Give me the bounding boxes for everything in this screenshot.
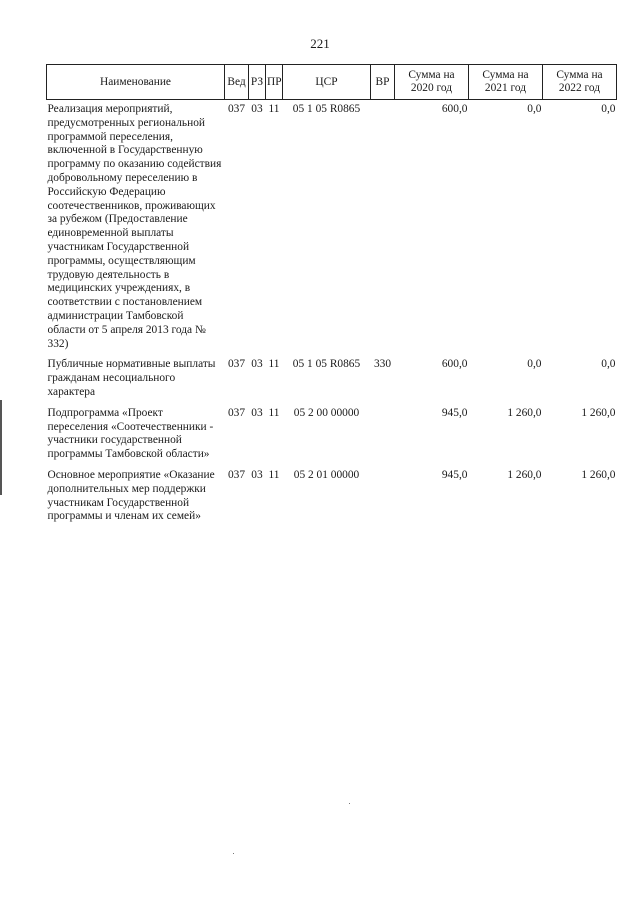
row-ved: 037 — [227, 406, 246, 419]
row-name: Подпрограмма «Проект переселения «Соотечественники - участники государственной программы Тамбовской области» — [47, 406, 214, 461]
row-pr: 11 — [268, 103, 280, 115]
row-sum-2021: 0,0 — [527, 103, 542, 115]
row-pr: 11 — [268, 406, 280, 419]
row-ved: 037 — [227, 103, 246, 115]
row-sum-2021: 0,0 — [527, 358, 542, 371]
scan-edge-mark — [0, 400, 2, 495]
row-csr: 05 1 05 R0865 — [292, 103, 361, 115]
scan-speck — [233, 853, 234, 854]
row-sum-2022: 1 260,0 — [581, 468, 616, 481]
row-pr: 11 — [268, 358, 280, 371]
header-sum-2021: Сумма на 2021 год — [469, 65, 543, 100]
row-sum-2020: 945,0 — [441, 406, 468, 419]
row-vr: 330 — [373, 358, 392, 371]
row-vr — [371, 466, 395, 528]
row-csr: 05 2 01 00000 — [293, 468, 360, 481]
header-sum-2020: Сумма на 2020 год — [395, 65, 469, 100]
row-sum-2022: 0,0 — [601, 358, 616, 371]
row-name: Публичные нормативные выплаты гражданам несоциального характера — [47, 358, 216, 398]
row-csr: 05 1 05 R0865 — [292, 358, 361, 371]
page-number: 221 — [310, 36, 330, 51]
row-csr: 05 2 00 00000 — [293, 406, 360, 419]
row-name: Основное мероприятие «Оказание дополнительных мер поддержки участникам Государственной программы и членам их семей» — [47, 468, 215, 523]
row-vr — [371, 100, 395, 356]
row-ved: 037 — [227, 468, 246, 481]
table-row — [47, 466, 617, 528]
row-sum-2021: 1 260,0 — [507, 468, 542, 481]
row-rz: 03 — [251, 103, 263, 115]
row-rz: 03 — [251, 358, 263, 371]
header-rz: РЗ — [249, 65, 266, 100]
header-csr: ЦСР — [283, 65, 371, 100]
row-pr: 11 — [268, 468, 280, 481]
header-ved: Вед — [225, 65, 249, 100]
scan-speck — [349, 803, 350, 804]
row-name: Реализация мероприятий, предусмотренных региональной программой переселения, включенной в Государственную программу по оказанию содействия добровольному переселению в Российскую Федерацию соотечественников, проживающих за рубежом (Предоставление единовременной выплаты участникам Государственной программы, осуществляющим трудовую деятельность в медицинских учреждениях, в соответствии с постановлением администрации Тамбовской области от 5 апреля 2013 года № 332) — [47, 103, 222, 350]
header-sum-2022: Сумма на 2022 год — [543, 65, 617, 100]
row-rz: 03 — [251, 406, 263, 419]
header-name: Наименование — [47, 65, 225, 100]
table-row — [47, 355, 617, 403]
row-sum-2022: 1 260,0 — [581, 406, 616, 419]
row-sum-2020: 600,0 — [441, 358, 468, 371]
row-sum-2021: 1 260,0 — [507, 406, 542, 419]
header-pr: ПР — [266, 65, 283, 100]
table-row — [47, 404, 617, 466]
row-ved: 037 — [227, 358, 246, 371]
row-sum-2022: 0,0 — [601, 103, 616, 115]
row-sum-2020: 945,0 — [441, 468, 468, 481]
budget-table — [46, 64, 617, 528]
row-rz: 03 — [251, 468, 263, 481]
table-header-row — [47, 65, 617, 100]
header-vr: ВР — [371, 65, 395, 100]
table-row — [47, 100, 617, 356]
row-vr — [371, 404, 395, 466]
row-sum-2020: 600,0 — [441, 103, 468, 115]
